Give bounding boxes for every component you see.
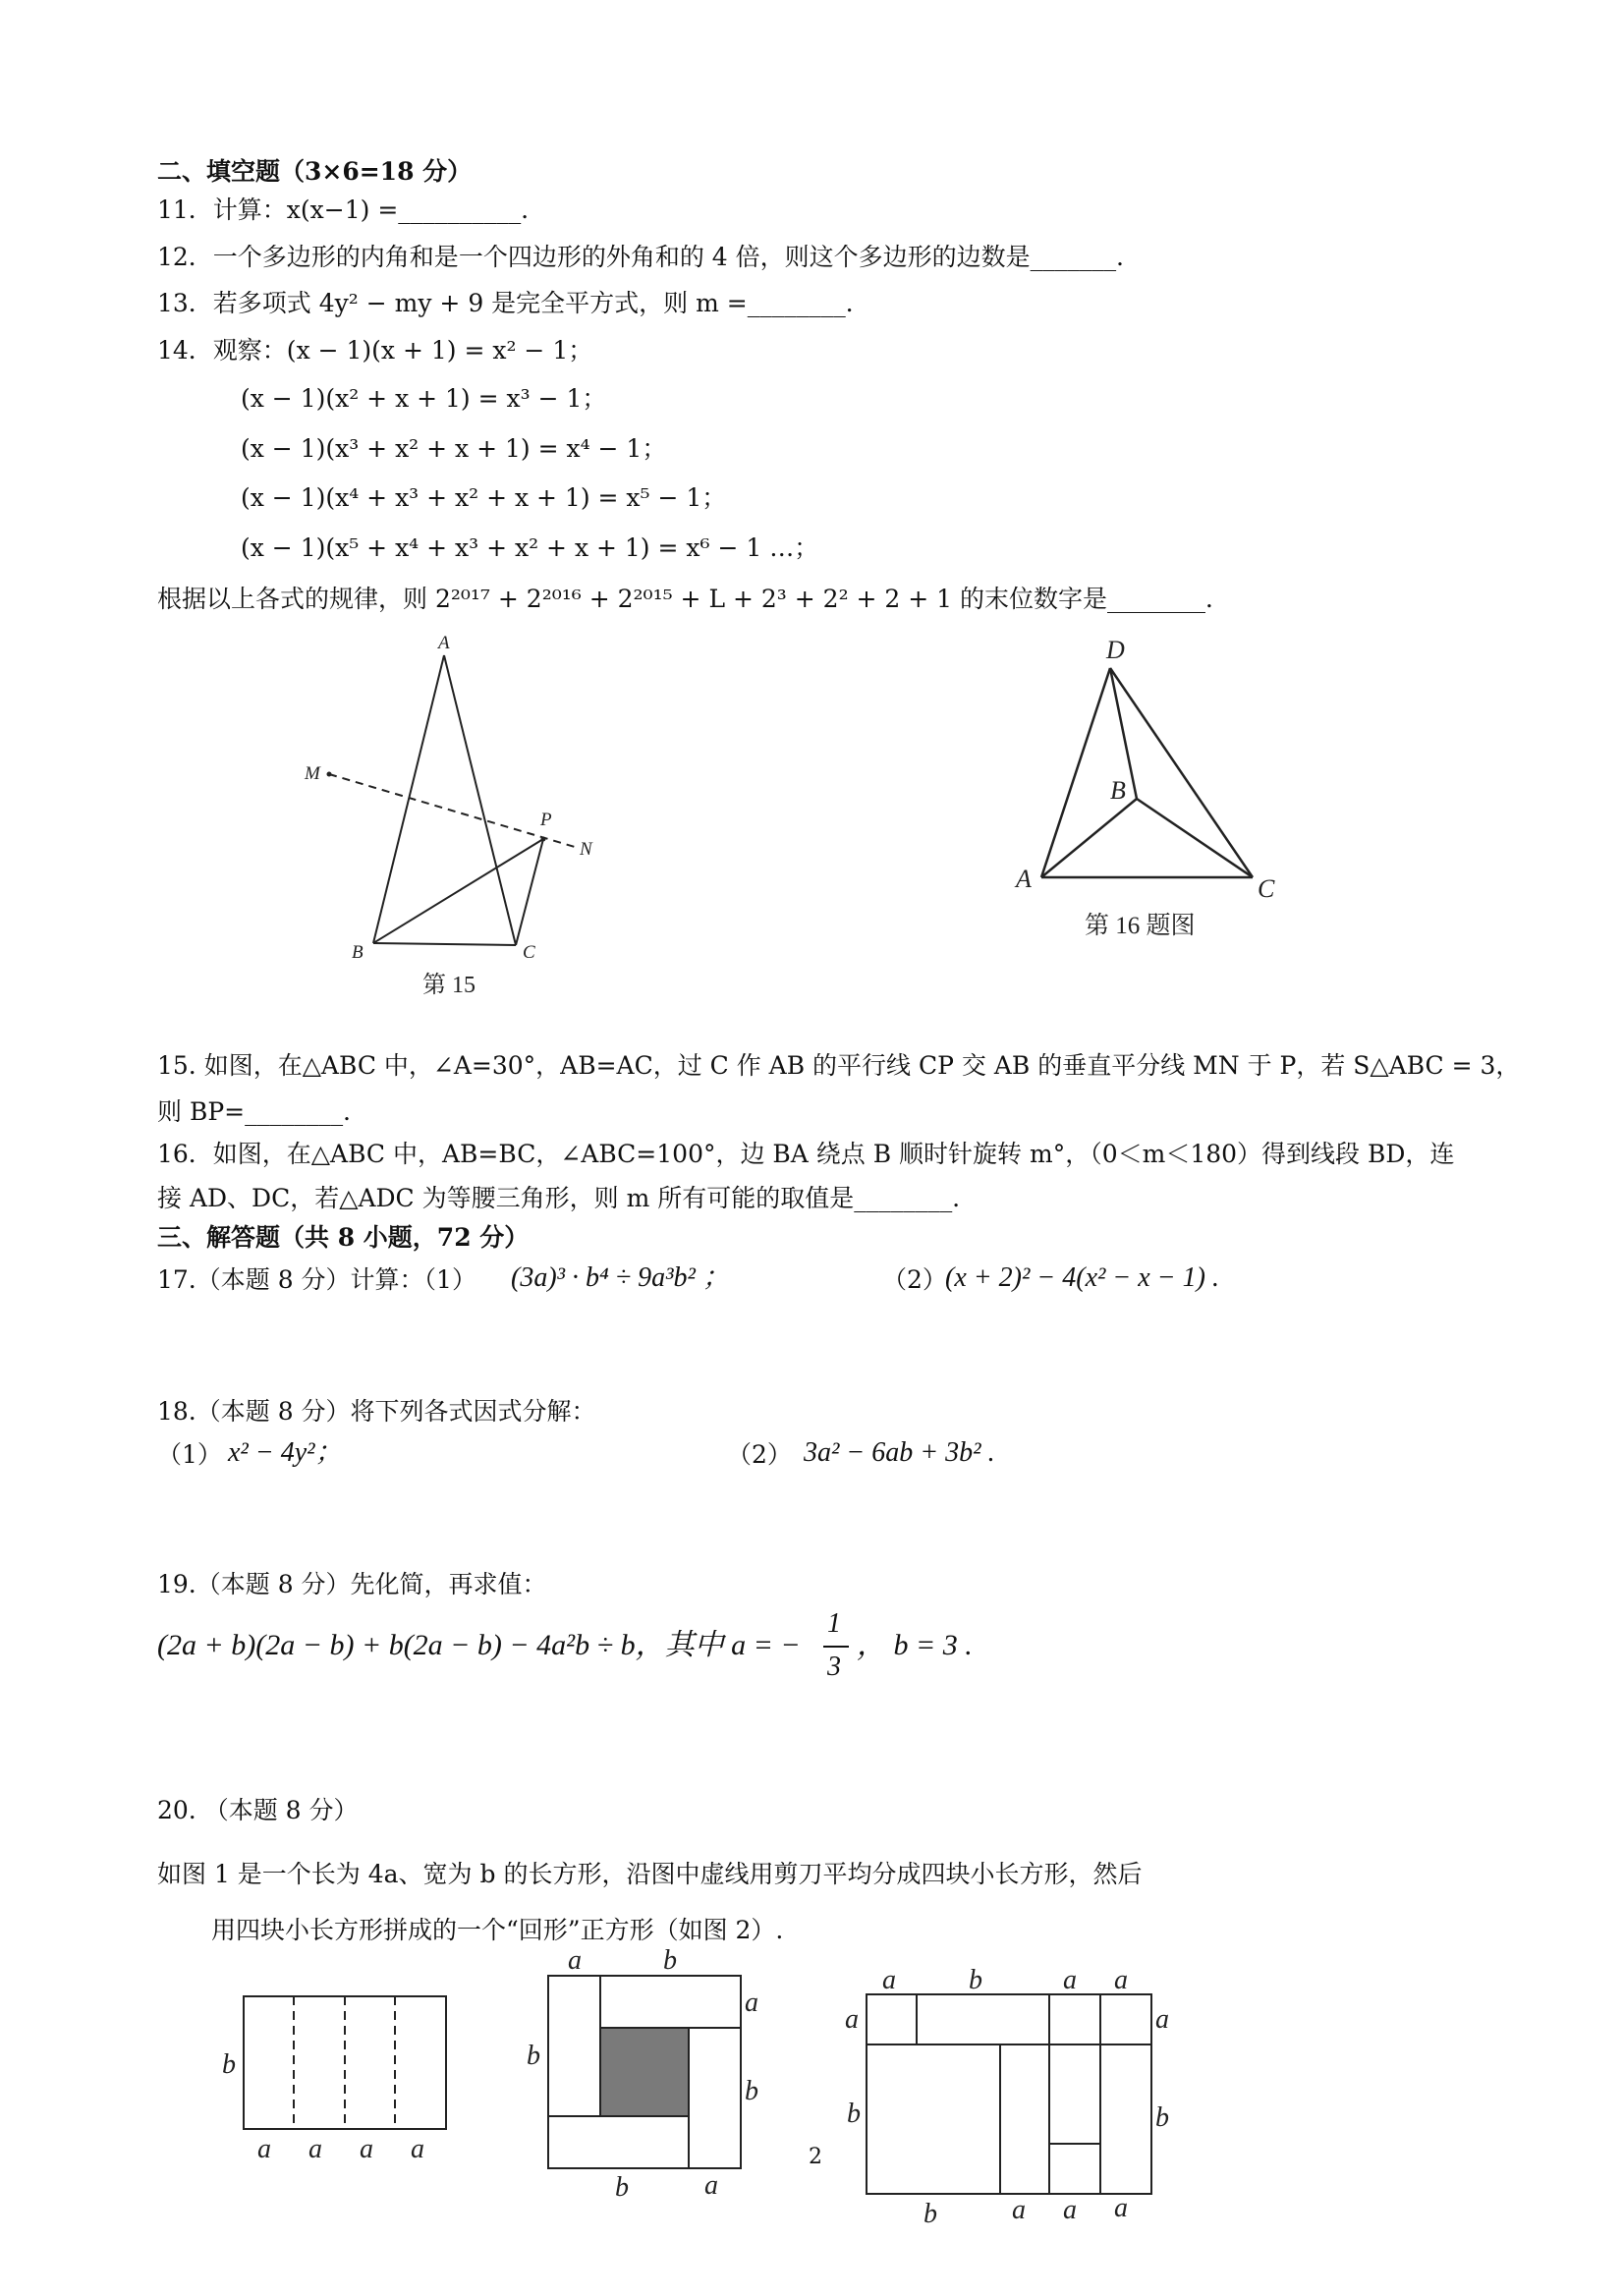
question-14-intro: 14．观察：(x − 1)(x + 1) = x² − 1； [157,336,593,364]
label-P: P [540,810,552,830]
label-M: M [305,763,320,784]
label-a: a [1063,1965,1077,1995]
question-18: 18.（本题 8 分）将下列各式因式分解： [157,1397,596,1426]
figure-15-caption: 第 15 [422,973,476,997]
question-14-line: (x − 1)(x⁴ + x³ + x² + x + 1) = x⁵ − 1； [241,483,727,512]
question-19-tail: ， b = 3 . [857,1629,973,1661]
question-15-line2: 则 BP=________． [157,1097,368,1126]
question-18-part2: 3a² − 6ab + 3b² . [804,1437,995,1468]
question-14-line: (x − 1)(x⁵ + x⁴ + x³ + x² + x + 1) = x⁶ − 1 …； [241,533,819,562]
question-19-expression: (2a + b)(2a − b) + b(2a − b) − 4a²b ÷ b，其中 a = − [157,1629,801,1661]
question-17-part2: (x + 2)² − 4(x² − x − 1) . [945,1262,1219,1293]
label-b: b [527,2041,540,2071]
label-a: a [882,1965,896,1995]
question-18-part2-label: （2） [727,1440,792,1469]
label-a: a [1114,2193,1128,2223]
label-a: a [1012,2195,1026,2225]
label-a: a [704,2170,718,2201]
fraction-bar [823,1646,849,1648]
fraction-numerator: 1 [827,1608,841,1639]
section-heading-solve: 三、解答题（共 8 小题，72 分） [157,1223,530,1252]
label-C: C [523,942,535,963]
label-b: b [663,1945,677,1976]
label-A: A [1016,865,1032,893]
label-b: b [1155,2102,1169,2133]
figure-15 [295,629,609,997]
question-17-part1: (3a)³ · b⁴ ÷ 9a³b² ； [511,1262,730,1293]
label-b: b [222,2049,236,2080]
question-20-text2: 用四块小长方形拼成的一个“回形”正方形（如图 2）. [211,1916,784,1944]
label-B: B [1110,776,1126,805]
question-12: 12．一个多边形的内角和是一个四边形的外角和的 4 倍，则这个多边形的边数是_______． [157,243,1142,271]
label-b: b [969,1965,982,1995]
section-heading-fill: 二、填空题（3×6=18 分） [157,157,473,186]
label-A: A [438,633,450,653]
question-20-text1: 如图 1 是一个长为 4a、宽为 b 的长方形，沿图中虚线用剪刀平均分成四块小长方形，然后 [157,1860,1143,1888]
page-number: 2 [809,2145,822,2169]
label-a: a [360,2134,373,2161]
label-N: N [580,839,592,860]
label-a: a [411,2134,424,2161]
label-a: a [745,1988,758,2018]
label-a: a [308,2134,322,2161]
figure-20-2 [521,1940,776,2201]
question-15-line1: 15. 如图，在△ABC 中，∠A=30°，AB=AC，过 C 作 AB 的平行线 CP 交 AB 的垂直平分线 MN 于 P，若 S△ABC = 3， [157,1051,1521,1080]
figure-20-3 [835,1965,1189,2225]
question-17-part2-label: （2） [882,1265,947,1294]
label-b: b [745,2076,758,2106]
question-17-label: 17.（本题 8 分）计算：（1） [157,1265,476,1294]
question-19: 19.（本题 8 分）先化简，再求值： [157,1570,547,1598]
question-14-line: (x − 1)(x² + x + 1) = x³ − 1； [241,384,607,413]
figure-16 [1002,629,1297,958]
figure-20-1 [216,1975,462,2161]
label-a: a [568,1945,582,1976]
question-18-part1: x² − 4y²； [228,1437,343,1468]
question-20: 20. （本题 8 分） [157,1796,359,1824]
label-C: C [1258,874,1275,903]
label-D: D [1106,636,1125,664]
label-a: a [1114,1965,1128,1995]
label-a: a [257,2134,271,2161]
label-B: B [352,942,364,963]
question-16-line1: 16．如图，在△ABC 中，AB=BC，∠ABC=100°，边 BA 绕点 B 顺时针旋转 m°，（0＜m＜180）得到线段 BD，连 [157,1140,1455,1168]
fraction-denominator: 3 [827,1652,841,1682]
label-a: a [1155,2004,1169,2035]
question-16-line2: 接 AD、DC，若△ADC 为等腰三角形，则 m 所有可能的取值是________． [157,1184,978,1212]
label-b: b [923,2199,937,2225]
label-a: a [845,2004,859,2035]
question-11: 11．计算：x(x−1) =__________． [157,196,546,224]
label-b: b [615,2172,629,2201]
question-18-part1-label: （1） [157,1440,222,1469]
figure-16-caption: 第 16 题图 [1085,913,1196,939]
question-14-line: (x − 1)(x³ + x² + x + 1) = x⁴ − 1； [241,434,667,463]
label-b: b [847,2099,861,2129]
label-a: a [1063,2195,1077,2225]
question-14-conclusion: 根据以上各式的规律，则 2²⁰¹⁷ + 2²⁰¹⁶ + 2²⁰¹⁵ + L + 2³ + 2² + 2 + 1 的末位数字是________． [157,585,1231,613]
question-13: 13．若多项式 4y² − my + 9 是完全平方式，则 m =________． [157,289,870,317]
